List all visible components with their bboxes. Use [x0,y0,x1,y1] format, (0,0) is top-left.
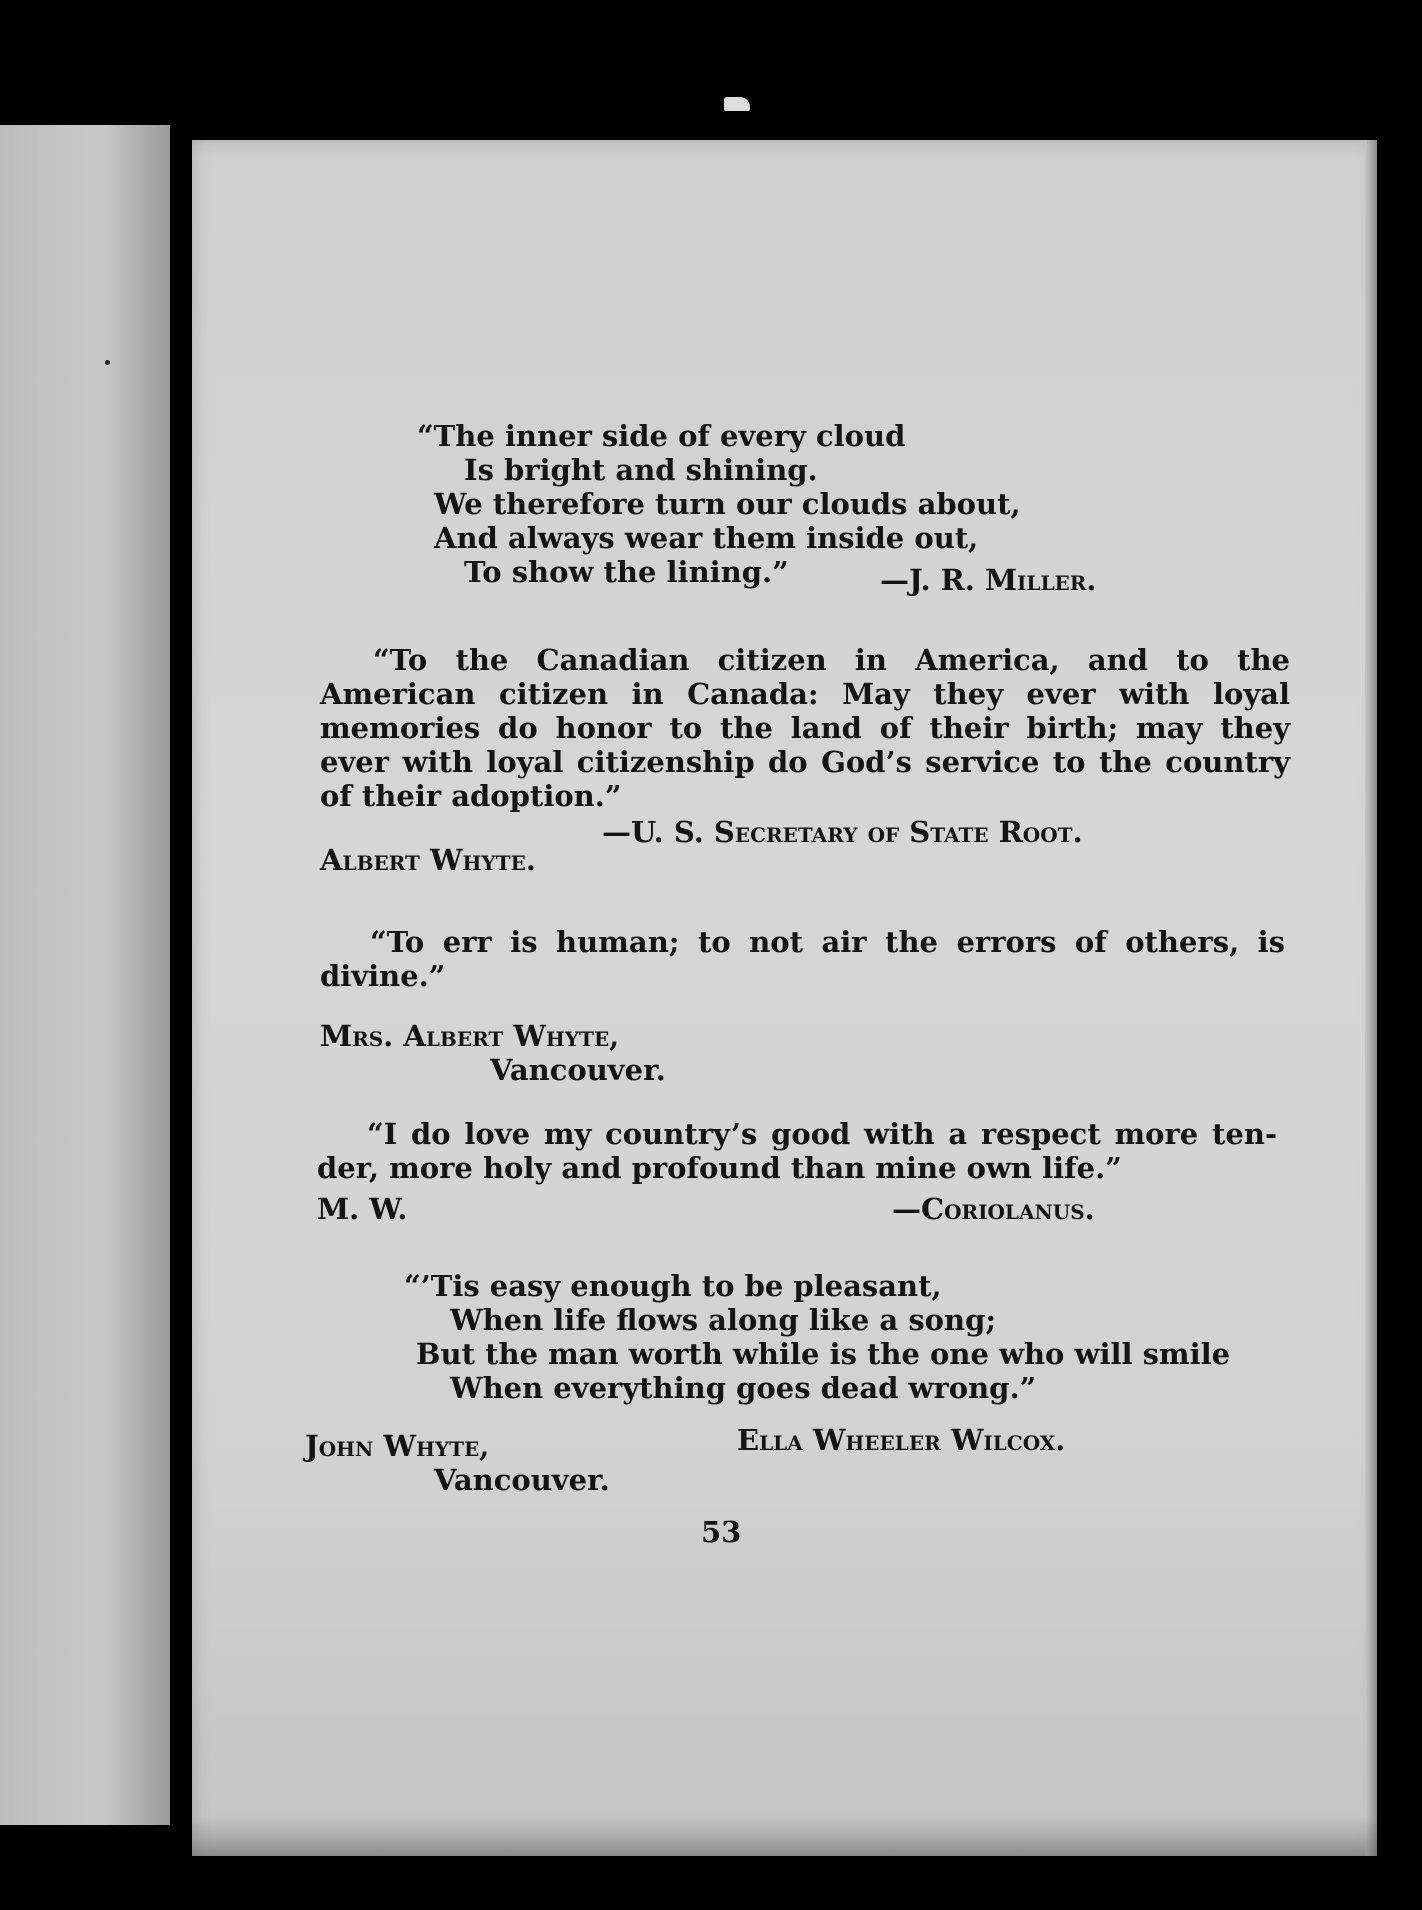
poem1-line4: And always wear them inside out, [434,521,979,555]
ink-speck [105,360,110,365]
facing-page-edge [0,125,170,1825]
poem1-line3: We therefore turn our clouds about, [434,487,1021,521]
poem5-attribution: Ella Wheeler Wilcox. [737,1423,1066,1457]
poem1-line2: Is bright and shining. [464,453,818,487]
paper-fragment [724,97,750,111]
poem5-place: Vancouver. [434,1463,610,1497]
poem5-line1: “’Tis easy enough to be pleasant, [404,1269,942,1303]
quote3-contributor: Mrs. Albert Whyte, [320,1019,620,1053]
page-edge-bottom [192,1816,1377,1856]
book-page [192,140,1377,1856]
poem1-line1: “The inner side of every cloud [417,419,906,453]
quote2-contributor: Albert Whyte. [320,843,536,877]
quote4-line1: “I do love my country’s good with a respect more ten- [367,1117,1277,1151]
quote4-attribution: —Coriolanus. [892,1192,1095,1226]
quote3-line2: divine.” [320,959,446,993]
quote2-line2: American citizen in Canada: May they ever with loyal [320,677,1290,711]
quote3-line1: “To err is human; to not air the errors of others, is [370,925,1285,959]
poem1-attribution: —J. R. Miller. [880,563,1097,597]
quote2-attribution: —U. S. Secretary of State Root. [602,815,1083,849]
poem5-line2: When life flows along like a song; [450,1303,997,1337]
quote4-line2: der, more holy and profound than mine own life.” [317,1151,1122,1185]
poem5-line4: When everything goes dead wrong.” [450,1371,1037,1405]
quote3-place: Vancouver. [490,1053,666,1087]
page-edge-right [1365,140,1377,1856]
poem5-contributor: John Whyte, [305,1429,490,1463]
quote2-line1: “To the Canadian citizen in America, and to the [373,643,1290,677]
poem1-line5: To show the lining.” [464,555,789,589]
quote2-line5: of their adoption.” [320,779,622,813]
quote2-line4: ever with loyal citizenship do God’s service to the country [320,745,1290,779]
quote4-contributor: M. W. [317,1192,408,1226]
page-number: 53 [701,1515,742,1549]
quote2-line3: memories do honor to the land of their birth; may they [320,711,1290,745]
poem5-line3: But the man worth while is the one who will smile [416,1337,1231,1371]
